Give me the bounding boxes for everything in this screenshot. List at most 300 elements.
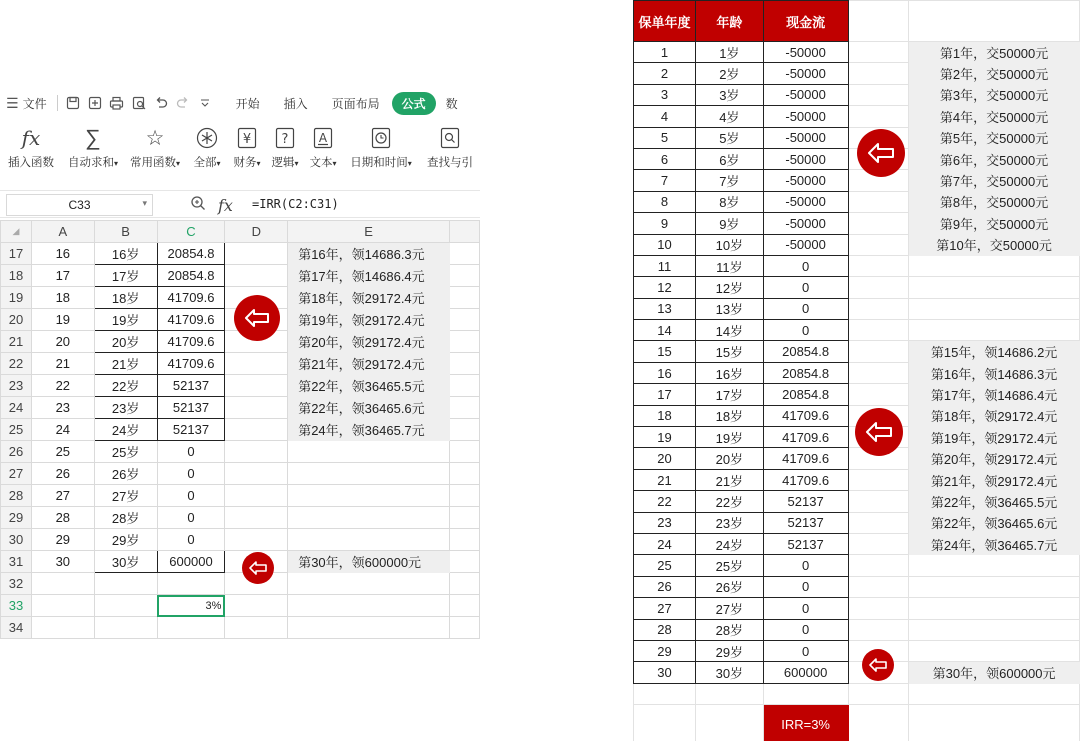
cell-a[interactable]: 25 [31,441,94,463]
note-cell: 第30年，领600000元 [909,662,1080,683]
cell-b[interactable]: 27岁 [94,485,157,507]
age-cell: 26岁 [695,576,763,597]
row-header[interactable]: 31 [1,551,32,573]
lookup-button[interactable] [420,120,480,178]
note-cell: 第19年，领29172.4元 [909,427,1080,448]
arrow-left-icon [855,408,903,456]
cell-d[interactable] [225,243,288,265]
row-header[interactable]: 26 [1,441,32,463]
cell-a[interactable]: 30 [31,551,94,573]
cell-b[interactable]: 22岁 [94,375,157,397]
cell-d[interactable] [225,441,288,463]
cell-d[interactable] [225,595,288,617]
insert-function-button[interactable] [0,120,62,178]
cell-a[interactable]: 26 [31,463,94,485]
cashflow-cell: 0 [763,320,848,341]
policy-year-cell: 28 [634,619,696,640]
table-row [634,555,1080,576]
cell-a[interactable]: 28 [31,507,94,529]
row-header[interactable]: 24 [1,397,32,419]
spacer-cell [848,598,909,619]
column-header[interactable]: C [157,221,225,243]
cell-e[interactable]: 第19年，领29172.4元 [288,309,450,331]
note-cell: 第20年，领29172.4元 [909,448,1080,469]
column-header[interactable]: E [288,221,450,243]
cell-d[interactable] [225,397,288,419]
policy-year-cell: 1 [634,42,696,63]
row-header[interactable]: 30 [1,529,32,551]
cell-a[interactable]: 16 [31,243,94,265]
row-header[interactable]: 27 [1,463,32,485]
table-row [634,662,1080,683]
cell-d[interactable] [225,419,288,441]
row-header[interactable]: 28 [1,485,32,507]
cell-a[interactable]: 17 [31,265,94,287]
cell-e[interactable] [288,441,450,463]
tab-home[interactable]: 开始 [235,96,260,111]
age-cell: 5岁 [695,127,763,148]
cell-b[interactable]: 17岁 [94,265,157,287]
age-cell: 24岁 [695,533,763,554]
table-row [634,213,1080,234]
cell-c[interactable]: 20854.8 [157,265,225,287]
table-row [1,441,480,463]
note-cell: 第2年，交50000元 [909,63,1080,84]
age-cell: 8岁 [695,191,763,212]
arrow-left-icon [242,552,274,584]
age-cell: 14岁 [695,320,763,341]
note-cell: 第15年，领14686.2元 [909,341,1080,362]
menu-bar [0,86,480,120]
cell-f[interactable] [450,529,480,551]
cell-b[interactable]: 19岁 [94,309,157,331]
cell-b[interactable]: 28岁 [94,507,157,529]
table-row [634,106,1080,127]
cell-e[interactable]: 第30年，领600000元 [288,551,450,573]
spacer-cell [848,277,909,298]
cell-e[interactable]: 第24年，领36465.7元 [288,419,450,441]
note-cell: 第5年，交50000元 [909,127,1080,148]
cashflow-cell: -50000 [763,213,848,234]
row-header[interactable]: 22 [1,353,32,375]
policy-year-cell: 4 [634,106,696,127]
cashflow-cell: 52137 [763,491,848,512]
spacer-cell [848,491,909,512]
note-cell: 第21年，领29172.4元 [909,469,1080,490]
row-header[interactable]: 18 [1,265,32,287]
cell-c[interactable]: 41709.6 [157,331,225,353]
cell-e[interactable] [288,529,450,551]
cell-e[interactable]: 第22年，领36465.6元 [288,397,450,419]
cell-f[interactable] [450,265,480,287]
cell-e[interactable]: 第20年，领29172.4元 [288,331,450,353]
table-row [1,375,480,397]
cell-b[interactable]: 23岁 [94,397,157,419]
cell-f[interactable] [450,507,480,529]
cell-f[interactable] [450,441,480,463]
age-cell: 25岁 [695,555,763,576]
finance-button[interactable]: ¥ 财务▾ [228,120,266,178]
sum-icon: ∑ [85,125,101,150]
cell-e[interactable] [288,595,450,617]
cell-e[interactable]: 第22年，领36465.5元 [288,375,450,397]
note-cell [909,619,1080,640]
spacer-cell [848,106,909,127]
age-cell: 22岁 [695,491,763,512]
spacer-cell [848,384,909,405]
tab-formula[interactable]: 公式 [392,92,436,115]
table-row [634,533,1080,554]
row-header[interactable]: 34 [1,617,32,639]
cell-e[interactable]: 第21年，领29172.4元 [288,353,450,375]
chevron-down-icon: ▾ [142,198,147,208]
cashflow-cell: 0 [763,298,848,319]
spacer-cell [848,469,909,490]
row-header[interactable]: 19 [1,287,32,309]
cell-b[interactable]: 26岁 [94,463,157,485]
policy-year-cell: 14 [634,320,696,341]
policy-year-cell: 11 [634,255,696,276]
undo-icon[interactable] [150,86,172,120]
cell-a[interactable] [31,573,94,595]
cell-f[interactable] [450,463,480,485]
age-cell: 30岁 [695,662,763,683]
column-header[interactable]: B [94,221,157,243]
cashflow-cell: 0 [763,277,848,298]
table-row [634,512,1080,533]
cell-c[interactable]: 0 [157,463,225,485]
note-cell: 第18年，领29172.4元 [909,405,1080,426]
cell-f[interactable] [450,595,480,617]
formula-bar [0,190,480,218]
cell-f[interactable] [450,331,480,353]
spacer-cell [848,255,909,276]
cashflow-cell: -50000 [763,63,848,84]
cell-d[interactable] [225,507,288,529]
cashflow-cell: 52137 [763,533,848,554]
cell-b[interactable]: 18岁 [94,287,157,309]
table-row [1,595,480,617]
cell-c[interactable] [157,617,225,639]
cell-f[interactable] [450,243,480,265]
table-row [1,617,480,639]
tab-data[interactable]: 数 [445,96,458,111]
note-cell: 第16年，领14686.3元 [909,362,1080,383]
table-row [1,419,480,441]
row-header[interactable]: 21 [1,331,32,353]
row-header[interactable]: 33 [1,595,32,617]
cell-b[interactable]: 24岁 [94,419,157,441]
header-policy-year: 保单年度 [634,1,696,42]
cell-a[interactable]: 24 [31,419,94,441]
table-row [1,485,480,507]
cashflow-cell: -50000 [763,234,848,255]
column-header[interactable]: A [31,221,94,243]
policy-year-cell: 26 [634,576,696,597]
cell-f[interactable] [450,287,480,309]
policy-year-cell: 10 [634,234,696,255]
cell-b[interactable]: 20岁 [94,331,157,353]
logic-button[interactable]: ? 逻辑▾ [266,120,304,178]
age-cell: 18岁 [695,405,763,426]
cell-b[interactable] [94,573,157,595]
cell-e[interactable] [288,507,450,529]
cell-b[interactable]: 29岁 [94,529,157,551]
cell-b[interactable] [94,617,157,639]
cell-c[interactable]: 0 [157,485,225,507]
table-row [1,573,480,595]
cell-f[interactable] [450,485,480,507]
policy-year-cell: 29 [634,640,696,661]
spacer-cell [848,533,909,554]
cell-d[interactable] [225,375,288,397]
policy-year-cell: 16 [634,362,696,383]
cell-c[interactable]: 0 [157,529,225,551]
spacer-cell [848,555,909,576]
save-icon[interactable] [62,86,84,120]
text-a-icon [313,124,333,152]
text-button[interactable]: A 文本▾ [304,120,342,178]
table-row [1,463,480,485]
note-cell [909,298,1080,319]
cell-a[interactable]: 22 [31,375,94,397]
cell-b[interactable]: 30岁 [94,551,157,573]
cell-f[interactable] [450,419,480,441]
cell-f[interactable] [450,309,480,331]
file-menu-label: 文件 [22,96,47,111]
cell-e[interactable]: 第16年，领14686.3元 [288,243,450,265]
table-row [1,243,480,265]
name-box[interactable] [6,194,153,216]
cell-f[interactable] [450,353,480,375]
cashflow-cell: -50000 [763,170,848,191]
cashflow-cell: 41709.6 [763,427,848,448]
cell-e[interactable] [288,485,450,507]
table-row [634,234,1080,255]
row-header[interactable]: 29 [1,507,32,529]
note-cell: 第9年，交50000元 [909,213,1080,234]
cell-e[interactable]: 第17年，领14686.4元 [288,265,450,287]
cashflow-cell: -50000 [763,148,848,169]
star-icon: ☆ [145,126,165,150]
cell-c[interactable]: 41709.6 [157,287,225,309]
age-cell: 28岁 [695,619,763,640]
common-functions-button[interactable]: ☆ 常用函数▾ [124,120,186,178]
irr-result-badge: IRR=3% [763,705,848,741]
auto-sum-button[interactable]: ∑ 自动求和▾ [67,125,118,169]
clock-icon [371,124,391,152]
policy-year-cell: 23 [634,512,696,533]
print-icon[interactable] [106,86,128,120]
age-cell: 1岁 [695,42,763,63]
asterisk-icon [196,124,218,152]
cell-c[interactable]: 0 [157,507,225,529]
cell-b[interactable]: 25岁 [94,441,157,463]
select-all-corner[interactable]: ◢ [1,221,32,243]
cashflow-cell: 52137 [763,512,848,533]
menu-icon: ☰ [6,94,19,111]
cell-d[interactable] [225,485,288,507]
cell-a[interactable]: 29 [31,529,94,551]
cell-a[interactable] [31,595,94,617]
table-row [634,640,1080,661]
cell-f[interactable] [450,573,480,595]
age-cell: 7岁 [695,170,763,191]
note-cell [909,576,1080,597]
file-menu[interactable] [0,86,53,120]
policy-year-cell: 9 [634,213,696,234]
cell-f[interactable] [450,551,480,573]
cell-c[interactable]: 600000 [157,551,225,573]
table-row [634,63,1080,84]
question-icon [275,124,295,152]
tab-insert[interactable]: 插入 [283,96,308,111]
cell-reference: C33 [68,198,91,212]
policy-year-cell: 27 [634,598,696,619]
cell-b[interactable]: 16岁 [94,243,157,265]
cell-c[interactable]: 0 [157,441,225,463]
zoom-icon[interactable] [190,195,206,216]
cell-a[interactable]: 18 [31,287,94,309]
policy-year-cell: 21 [634,469,696,490]
formula-input[interactable]: =IRR(C2:C31) [252,197,339,211]
cashflow-cell: 20854.8 [763,341,848,362]
note-cell: 第22年，领36465.6元 [909,512,1080,533]
cashflow-summary [633,0,1080,741]
policy-year-cell: 2 [634,63,696,84]
cell-d[interactable] [225,353,288,375]
cashflow-cell: -50000 [763,127,848,148]
divider [57,95,58,111]
cashflow-cell: 0 [763,255,848,276]
table-row [1,353,480,375]
cell-c[interactable]: 52137 [157,419,225,441]
cell-f[interactable] [450,397,480,419]
cell-f[interactable] [450,617,480,639]
svg-text:¥: ¥ [242,132,252,147]
tab-page-layout[interactable]: 页面布局 [331,96,380,111]
note-cell: 第17年，领14686.4元 [909,384,1080,405]
cell-d[interactable] [225,265,288,287]
cell-c[interactable]: 52137 [157,375,225,397]
column-header[interactable]: D [225,221,288,243]
cell-c[interactable]: 41709.6 [157,353,225,375]
cashflow-cell: -50000 [763,106,848,127]
column-header[interactable] [450,221,480,243]
cell-e[interactable]: 第18年，领29172.4元 [288,287,450,309]
fx-icon[interactable]: fx [218,195,233,215]
spacer-cell [848,191,909,212]
spacer-cell [848,619,909,640]
row-header[interactable]: 23 [1,375,32,397]
text-label: 文本 [309,157,333,169]
cell-c[interactable]: 41709.6 [157,309,225,331]
note-cell [909,555,1080,576]
table-row [634,84,1080,105]
cell-a[interactable]: 27 [31,485,94,507]
policy-year-cell: 20 [634,448,696,469]
cell-d[interactable] [225,529,288,551]
export-icon[interactable] [84,86,106,120]
policy-year-cell: 3 [634,84,696,105]
age-cell: 2岁 [695,63,763,84]
cell-e[interactable] [288,463,450,485]
row-header[interactable]: 32 [1,573,32,595]
yen-icon [237,124,257,152]
cell-c[interactable]: 20854.8 [157,243,225,265]
age-cell: 20岁 [695,448,763,469]
redo-icon[interactable] [172,86,194,120]
row-header[interactable]: 20 [1,309,32,331]
cell-d[interactable] [225,617,288,639]
insert-function-label: 插入函数 [8,157,54,169]
age-cell: 3岁 [695,84,763,105]
cell-a[interactable]: 20 [31,331,94,353]
policy-year-cell: 7 [634,170,696,191]
datetime-label: 日期和时间 [350,157,408,169]
ribbon [0,120,480,178]
header-age: 年龄 [695,1,763,42]
note-cell [909,255,1080,276]
datetime-button[interactable]: 日期和时间▾ [342,120,420,178]
policy-year-cell: 24 [634,533,696,554]
cell-a[interactable]: 19 [31,309,94,331]
table-row [1,397,480,419]
cell-b[interactable]: 21岁 [94,353,157,375]
spacer-cell [848,213,909,234]
all-functions-label: 全部 [193,157,217,169]
note-cell: 第4年，交50000元 [909,106,1080,127]
logic-label: 逻辑 [271,157,295,169]
cell-e[interactable] [288,573,450,595]
spacer-cell [848,362,909,383]
cell-a[interactable]: 21 [31,353,94,375]
preview-icon[interactable] [128,86,150,120]
lookup-icon [440,124,460,152]
age-cell: 29岁 [695,640,763,661]
cell-f[interactable] [450,375,480,397]
cell-b[interactable] [94,595,157,617]
table-row [1,529,480,551]
table-row [634,320,1080,341]
cell-c[interactable]: 3% [157,595,225,617]
policy-year-cell: 30 [634,662,696,683]
note-cell: 第6年，交50000元 [909,148,1080,169]
row-header[interactable]: 25 [1,419,32,441]
table-row [634,491,1080,512]
note-cell [909,640,1080,661]
spacer-cell [848,84,909,105]
all-functions-button[interactable]: 全部▾ [186,120,228,178]
table-row [634,127,1080,148]
cashflow-cell: -50000 [763,191,848,212]
policy-year-cell: 25 [634,555,696,576]
spacer-cell [848,341,909,362]
cell-e[interactable] [288,617,450,639]
table-row [634,341,1080,362]
cell-d[interactable] [225,463,288,485]
cashflow-cell: -50000 [763,84,848,105]
cell-c[interactable]: 52137 [157,397,225,419]
age-cell: 9岁 [695,213,763,234]
more-icon[interactable] [194,86,216,120]
note-cell: 第8年，交50000元 [909,191,1080,212]
row-header[interactable]: 17 [1,243,32,265]
cell-a[interactable] [31,617,94,639]
cell-a[interactable]: 23 [31,397,94,419]
table-row [634,448,1080,469]
cell-c[interactable] [157,573,225,595]
